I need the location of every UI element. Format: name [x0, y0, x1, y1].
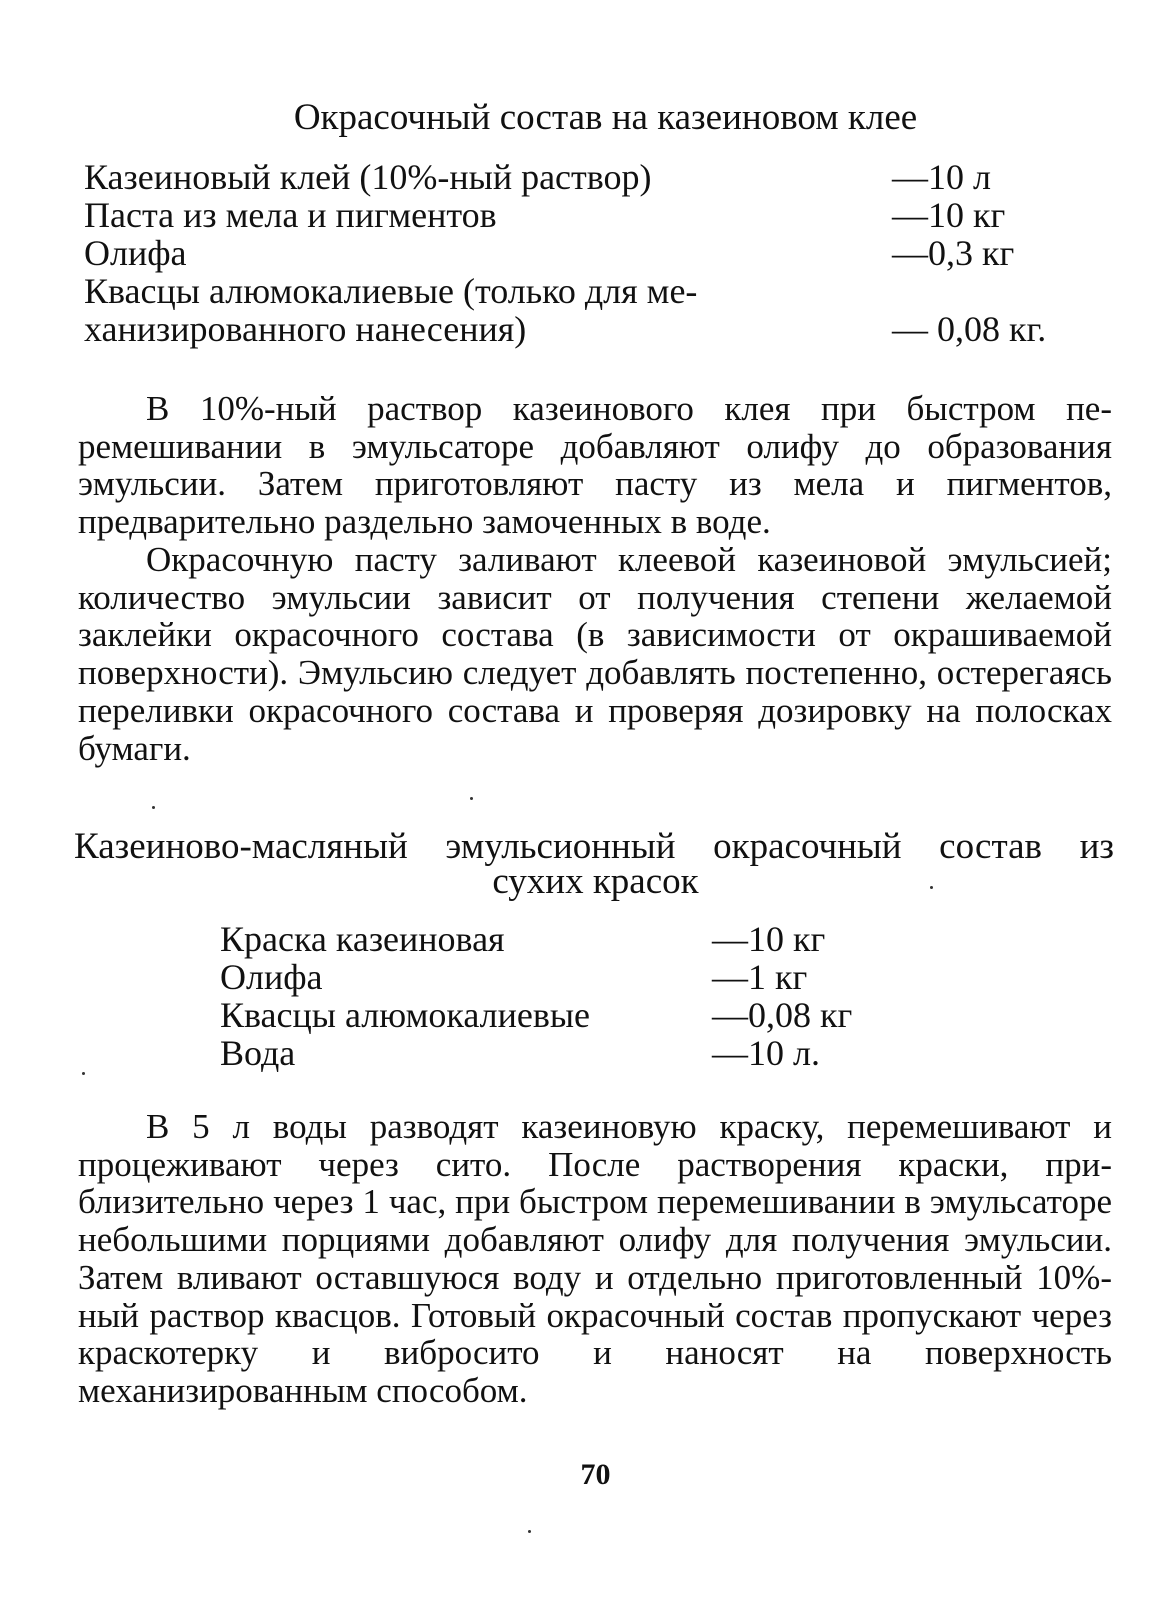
ingredient-name: Квасцы алюмокалиевые — [220, 995, 591, 1035]
recipe-row — [220, 958, 920, 996]
ingredient-amount: —1 кг — [712, 957, 808, 997]
recipe-row — [220, 996, 920, 1034]
ingredient-amount: —0,3 кг — [892, 233, 1015, 273]
ingredient-amount: —10 кг — [892, 195, 1006, 235]
section-heading-casein-oil-line1: Казеиново-масляный эмульсионный окрасочный состав из — [74, 826, 1114, 867]
ingredient-amount: —10 кг — [712, 919, 826, 959]
paragraph-preparation-3: В 5 л воды разводят казеиновую краску, перемешивают и процеживают через сито. После растворения краски, приблизительно через 1 час, при быстром перемешивании в эмульсаторе небольшими порциями добавляют олифу для получения эмульсии. Затем вливают оставшуюся воду и отдельно приготовленный 10%-ный раствор квасцов. Готовый окрасочный состав пропускают через краскотерку и вибросито и наносят на поверхность механизированным способом. — [78, 1107, 1112, 1410]
ingredient-name: Олифа — [84, 233, 187, 273]
ingredient-name: Казеиновый клей (10%-ный раствор) — [84, 157, 652, 197]
ingredient-amount: — 0,08 кг. — [892, 309, 1047, 349]
print-speck — [82, 1072, 85, 1075]
paragraph-preparation-2: Окрасочную пасту заливают клеевой казеиновой эмульсией; количество эмульсии зависит от получения степени желаемой заклейки окрасочного состава (в зависимости от окрашиваемой поверхности). Эмульсию следует добавлять постепенно, остерегаясь переливки окрасочного состава и проверяя дозировку на полосках бумаги. — [78, 540, 1112, 768]
ingredient-name: Квасцы алюмокалиевые (только для ме- — [84, 271, 698, 311]
print-speck — [528, 1530, 531, 1533]
recipe-row — [220, 1034, 920, 1072]
recipe-row — [84, 272, 1084, 310]
print-speck — [152, 806, 155, 809]
ingredient-name: Паста из мела и пигментов — [84, 195, 497, 235]
recipe-row — [84, 158, 1084, 196]
recipe-table-casein-oil — [220, 920, 920, 1072]
ingredient-amount: —10 л. — [712, 1033, 820, 1073]
print-speck — [930, 886, 933, 889]
section-heading-casein-glue: Окрасочный состав на казеиновом клее — [293, 97, 918, 138]
recipe-row — [84, 196, 1084, 234]
ingredient-name: Краска казеиновая — [220, 919, 505, 959]
print-speck — [470, 797, 473, 800]
ingredient-name: ханизированного нанесения) — [84, 309, 527, 349]
recipe-row — [220, 920, 920, 958]
ingredient-name: Олифа — [220, 957, 323, 997]
recipe-table-casein-glue — [84, 158, 1084, 348]
page-number: 70 — [580, 1458, 611, 1491]
ingredient-amount: —10 л — [892, 157, 991, 197]
paragraph-preparation-1: В 10%-ный раствор казеинового клея при быстром перемешивании в эмульсаторе добавляют олифу до образования эмульсии. Затем приготовляют пасту из мела и пигментов, предварительно раздельно замоченных в воде. — [78, 389, 1112, 542]
section-heading-casein-oil-line2: сухих красок — [492, 861, 699, 902]
ingredient-name: Вода — [220, 1033, 296, 1073]
recipe-row — [84, 310, 1084, 348]
recipe-row — [84, 234, 1084, 272]
ingredient-amount: —0,08 кг — [712, 995, 853, 1035]
